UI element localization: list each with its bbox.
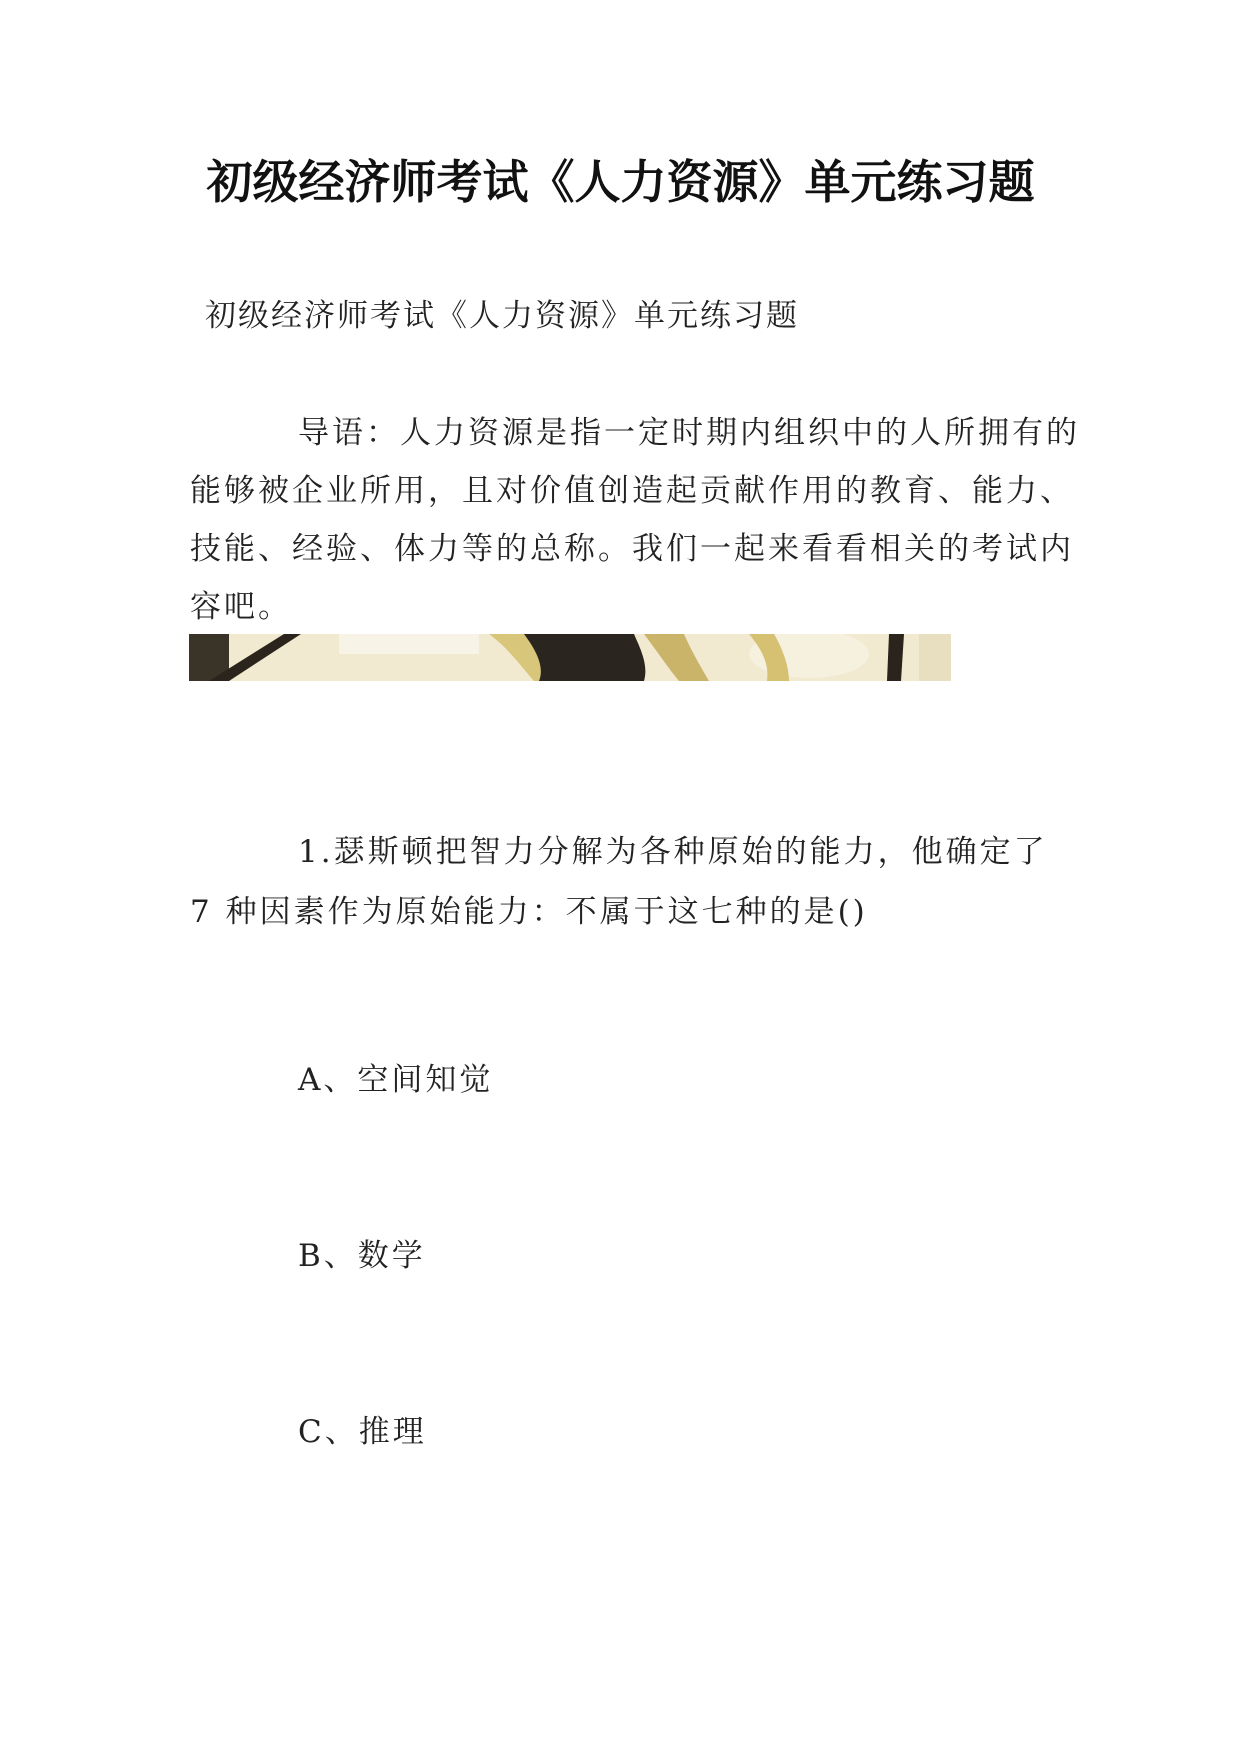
question-1: 1.瑟斯顿把智力分解为各种原始的能力，他确定了 7 种因素作为原始能力：不属于这七种的是() (190, 834, 1048, 930)
option-b: B、数学 (298, 1238, 426, 1274)
photo-image (189, 634, 951, 681)
document-title: 初级经济师考试《人力资源》单元练习题 (206, 155, 1035, 209)
photo-strip (189, 634, 951, 681)
option-c: C、推理 (298, 1414, 427, 1450)
document-subtitle: 初级经济师考试《人力资源》单元练习题 (205, 298, 799, 334)
option-a: A、空间知觉 (298, 1062, 494, 1098)
intro-paragraph: 导语：人力资源是指一定时期内组织中的人所拥有的能够被企业所用，且对价值创造起贡献作用的教育、能力、技能、经验、体力等的总称。我们一起来看看相关的考试内容吧。 (190, 415, 1080, 625)
